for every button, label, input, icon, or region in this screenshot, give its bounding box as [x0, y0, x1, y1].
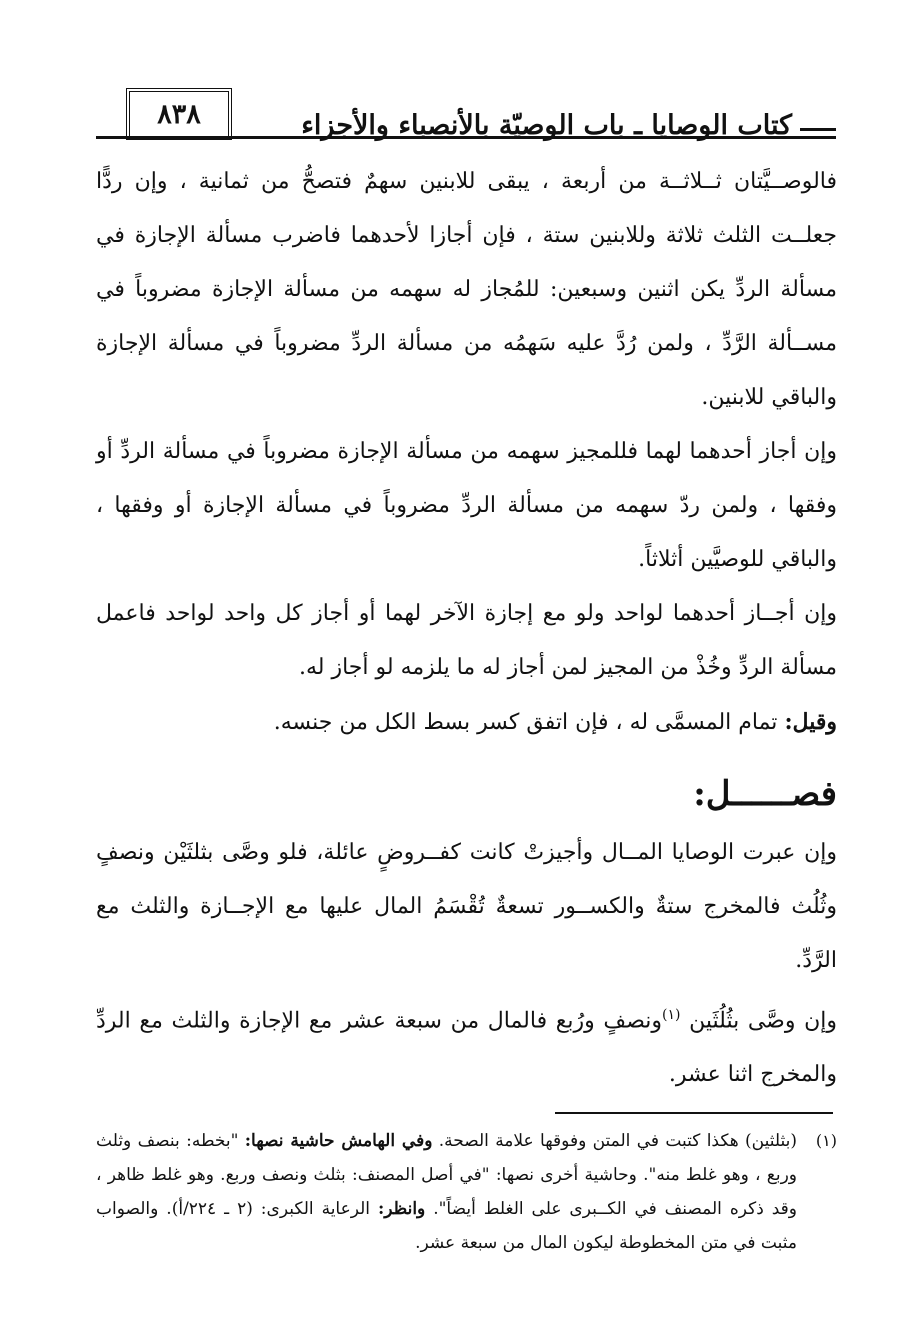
- paragraph: فالوصــيَّتان ثــلاثــة من أربعة ، يبقى للابنين سهمٌ فتصحُّ من ثمانية ، وإن ردًّا جعلــت الثلث ثلاثة وللابنين ستة ، فإن أجازا لأحدهما فاضرب مسألة الإجازة في مسألة الردِّ يكن اثنين وسبعين: للمُجاز له سهمه من مسألة الإجازة مضروباً في مســألة الرَّدِّ ، ولمن رُدَّ عليه سَهمُه من مسألة الردِّ مضروباً في مسألة الإجازة والباقي للابنين.: [96, 169, 837, 410]
- running-header: [96, 90, 836, 150]
- footnote-separator: [555, 1112, 833, 1114]
- paragraph: وإن أجاز أحدهما لهما فللمجيز سهمه من مسألة الإجازة مضروباً في مسألة الردِّ أو وفقها ، ولمن ردّ سهمه من مسألة الردِّ مضروباً في مسألة الإجازة أو وفقها ، والباقي للوصيَّين أثلاثاً.: [96, 439, 837, 572]
- chapter-title: كتاب الوصايا ـ باب الوصيّة بالأنصباء والأجزاء: [301, 110, 792, 141]
- footnote-text-part: "بخطه: بنصف وثلث وربع ، وهو غلط منه". وحاشية أخرى نصها: "في أصل المصنف: بثلث ونصف وربع. وهو غلط ظاهر ، وقد ذكره المصنف في الكــبرى على الغلط أيضاً".: [96, 1131, 797, 1219]
- section-heading: [693, 766, 837, 822]
- footnote-reference: (١): [662, 1007, 681, 1023]
- paragraph: [96, 988, 837, 1102]
- footnote-bold: وفي الهامش حاشية نصها:: [244, 1131, 433, 1151]
- footnote-text-part: (بثلثين) هكذا كتبت في المتن وفوقها علامة الصحة.: [432, 1131, 797, 1151]
- main-text: [96, 155, 837, 750]
- header-dash: [800, 128, 836, 131]
- paragraph: وإن أجــاز أحدهما لواحد ولو مع إجازة الآخر لهما أو أجاز كل واحد لواحد فاعمل مسألة الردِّ وخُذْ من المجيز لمن أجاز له ما يلزمه لو أجاز له.: [96, 601, 837, 680]
- paragraph: وإن عبرت الوصايا المــال وأجيزتْ كانت كفــروضٍ عائلة، فلو وصَّى بثلثَيْن ونصفٍ وثُلُث فالمخرج ستةٌ والكســور تسعةٌ تُقْسَمُ المال عليها مع الإجــازة والثلث مع الرَّدِّ.: [96, 840, 837, 973]
- footnote: [96, 1124, 837, 1260]
- footnote-bold: وانظر:: [377, 1199, 426, 1219]
- paragraph-text: ونصفٍ ورُبع فالمال من سبعة عشر مع الإجازة والثلث مع الردِّ والمخرج اثنا عشر.: [96, 1008, 837, 1088]
- paragraph: [96, 695, 837, 750]
- header-rule: [96, 136, 836, 139]
- footnotes: [96, 1124, 837, 1260]
- paragraph-lead: وقيل:: [784, 709, 837, 735]
- footnote-text-part: الرعاية الكبرى: (٢ ـ ٢٢٤/أ). والصواب مثبت في متن المخطوطة ليكون المال من سبعة عشر.: [96, 1199, 797, 1253]
- paragraph-text: وإن وصَّى بثُلُثَين: [680, 1008, 837, 1034]
- paragraph-text: تمام المسمَّى له ، فإن اتفق كسر بسط الكل من جنسه.: [273, 710, 785, 735]
- section-text: [96, 826, 837, 1102]
- page-number: ٨٣٨: [126, 88, 232, 140]
- footnote-marker: (١): [815, 1131, 837, 1150]
- footnote-text: [96, 1124, 797, 1260]
- section-heading-text: فصــــــل:: [693, 774, 837, 814]
